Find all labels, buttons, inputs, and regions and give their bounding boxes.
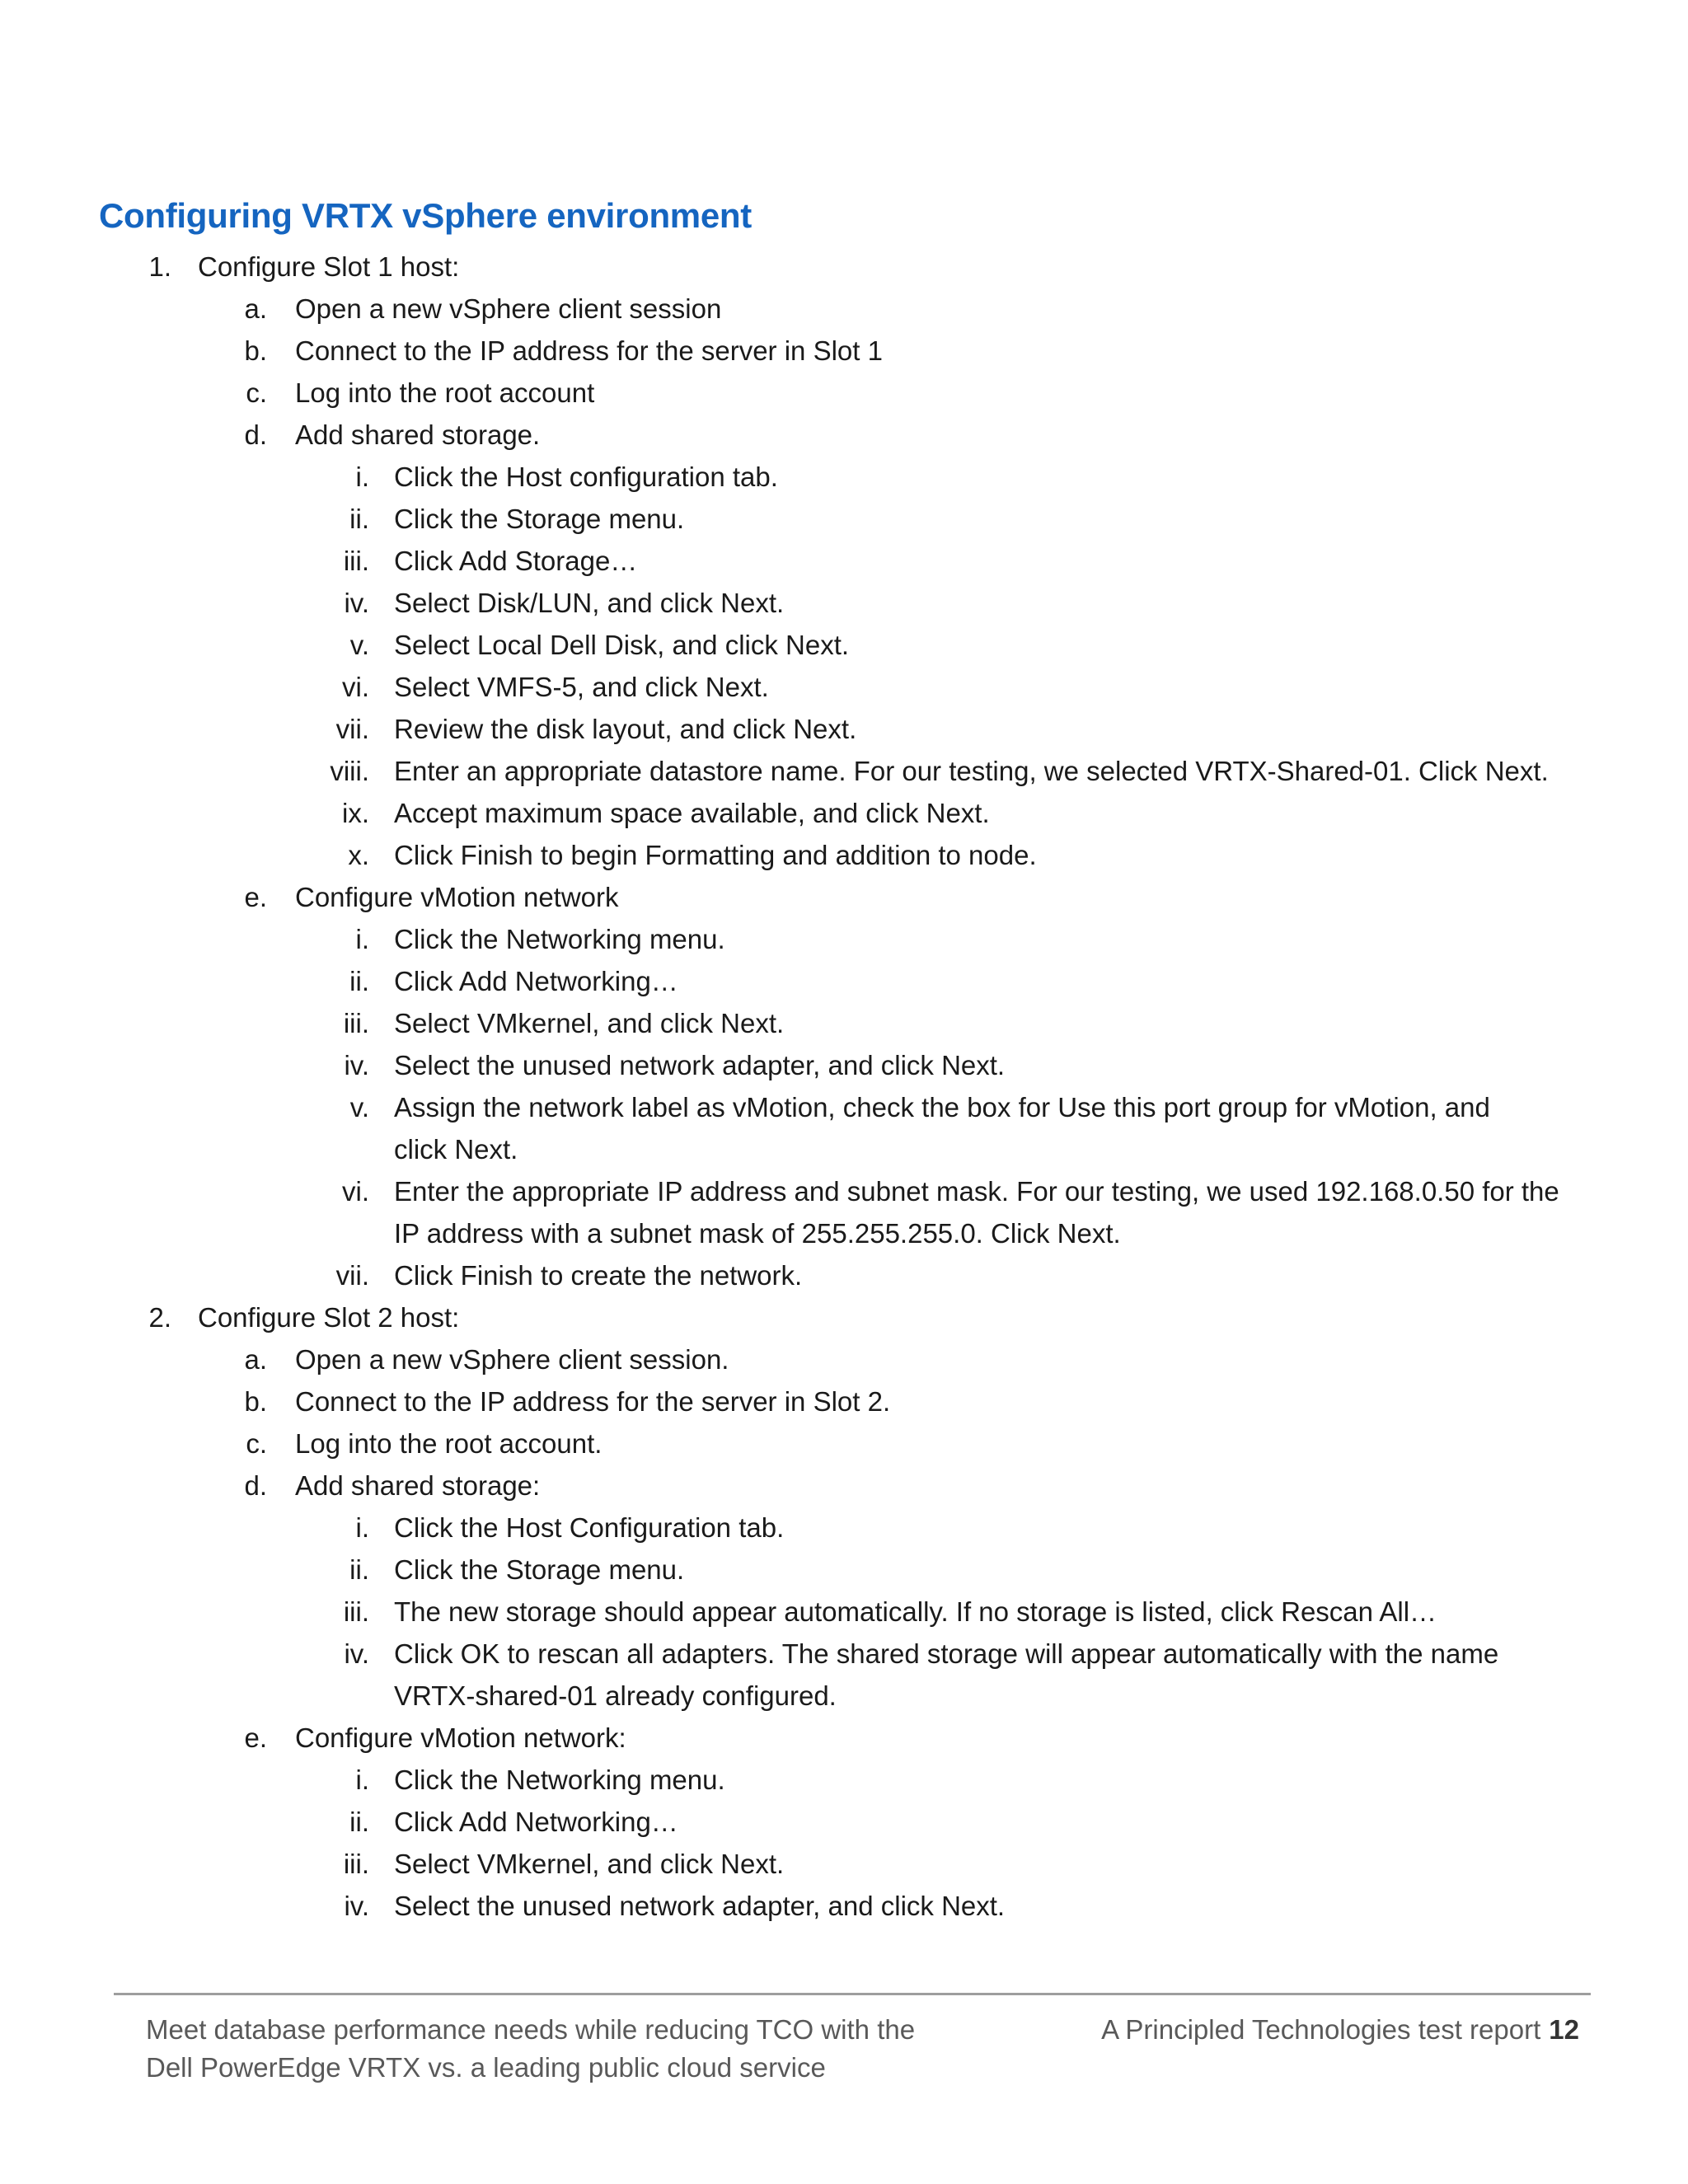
list-item-marker: ii. [349,1554,369,1585]
footer-source-text: A Principled Technologies test report [1101,2014,1541,2045]
list-item-text: IP address with a subnet mask of 255.255.255.0. Click Next. [394,1218,1121,1249]
page-number: 12 [1549,2014,1579,2045]
list-item-marker: x. [348,840,369,870]
list-item-text: click Next. [394,1134,518,1165]
list-item-text: Add shared storage. [295,419,541,450]
list-item-marker: iv. [344,1050,369,1080]
list-item-marker: vii. [335,1260,369,1291]
list-item-marker: 2. [148,1302,171,1333]
list-item-text: Click the Storage menu. [394,504,685,534]
list-item-marker: iv. [344,1638,369,1669]
list-item-marker: e. [244,882,267,912]
list-item-marker: i. [355,1765,369,1795]
list-item-marker: ii. [349,966,369,996]
list-item [0,456,1688,498]
list-item-text: Open a new vSphere client session. [295,1344,729,1375]
list-item [0,750,1688,792]
list-item-text: Click Finish to create the network. [394,1260,803,1291]
list-item [0,624,1688,666]
list-item [0,1465,1688,1507]
list-item-text: Log into the root account. [295,1428,603,1459]
list-item [0,1422,1688,1465]
section-heading: Configuring VRTX vSphere environment [99,196,752,235]
list-item-marker: a. [244,1344,267,1375]
list-item-marker: vi. [342,672,369,702]
list-item-marker: vii. [335,714,369,744]
list-item-marker: b. [244,1386,267,1417]
list-item-text: Accept maximum space available, and click Next. [394,798,990,828]
list-item [0,540,1688,582]
list-item [0,414,1688,456]
list-item-text: Click Add Networking… [394,1807,678,1837]
list-item-text: Select VMkernel, and click Next. [394,1849,785,1879]
list-item-text: Add shared storage: [295,1470,541,1501]
list-item [0,666,1688,708]
list-item-text: Log into the root account [295,377,595,408]
list-item-text: Review the disk layout, and click Next. [394,714,857,744]
list-item-marker: a. [244,293,267,324]
list-item [0,330,1688,372]
list-item [0,582,1688,624]
list-item-text: Configure Slot 1 host: [198,251,460,282]
list-item-marker: viii. [330,756,369,786]
list-item-marker: iii. [343,1596,369,1627]
list-item [0,1591,1688,1633]
list-item [0,1507,1688,1549]
list-item-marker: c. [246,1428,267,1459]
list-item-text: Enter an appropriate datastore name. For our testing, we selected VRTX-Shared-01. Click Next. [394,756,1549,786]
list-item [0,1759,1688,1801]
list-item [0,288,1688,330]
list-item [0,876,1688,918]
list-item-marker: ii. [349,1807,369,1837]
list-item [0,1380,1688,1422]
list-item-text: Click the Storage menu. [394,1554,685,1585]
footer-divider [114,1993,1591,1995]
list-item-text: Click OK to rescan all adapters. The shared storage will appear automatically with the name [394,1638,1499,1669]
list-item-marker: v. [349,1092,369,1122]
list-item-text: Click Add Networking… [394,966,678,996]
list-item [0,1549,1688,1591]
list-item-marker: d. [244,419,267,450]
list-item-marker: iv. [344,1891,369,1921]
list-item [0,1338,1688,1380]
list-item-text: The new storage should appear automatically. If no storage is listed, click Rescan All… [394,1596,1437,1627]
list-item-text: Select VMkernel, and click Next. [394,1008,785,1038]
footer-report-title [146,2011,1020,2087]
list-item [0,1128,1688,1170]
list-item-marker: iv. [344,588,369,618]
list-item [0,960,1688,1002]
list-item-text: Connect to the IP address for the server in Slot 2. [295,1386,891,1417]
list-item [0,1843,1688,1885]
list-item [0,1296,1688,1338]
list-item [0,1801,1688,1843]
list-item-text: Select the unused network adapter, and click Next. [394,1891,1006,1921]
list-item [0,1675,1688,1717]
list-item-marker: d. [244,1470,267,1501]
list-item-text: Open a new vSphere client session [295,293,722,324]
list-item-text: Click Finish to begin Formatting and addition to node. [394,840,1037,870]
list-item-marker: b. [244,335,267,366]
list-item-text: Configure vMotion network [295,882,619,912]
instruction-list [0,246,1688,1927]
list-item-text: VRTX-shared-01 already configured. [394,1680,837,1711]
list-item [0,498,1688,540]
footer-report-source [1101,2011,1579,2049]
list-item-marker: 1. [148,251,171,282]
list-item-text: Select Disk/LUN, and click Next. [394,588,785,618]
list-item [0,708,1688,750]
list-item-text: Connect to the IP address for the server in Slot 1 [295,335,883,366]
list-item-marker: e. [244,1722,267,1753]
list-item [0,1086,1688,1128]
list-item-marker: iii. [343,1849,369,1879]
list-item [0,1212,1688,1254]
list-item [0,1885,1688,1927]
list-item-text: Click the Host configuration tab. [394,462,778,492]
list-item-text: Assign the network label as vMotion, check the box for Use this port group for vMotion, and [394,1092,1490,1122]
list-item [0,1044,1688,1086]
list-item [0,246,1688,288]
list-item-marker: i. [355,924,369,954]
list-item-marker: ii. [349,504,369,534]
list-item-text: Enter the appropriate IP address and subnet mask. For our testing, we used 192.168.0.50 for the [394,1176,1559,1207]
list-item-text: Select Local Dell Disk, and click Next. [394,630,850,660]
list-item-text: Click the Networking menu. [394,924,725,954]
list-item-text: Configure vMotion network: [295,1722,626,1753]
list-item-text: Click the Host Configuration tab. [394,1512,785,1543]
list-item-text: Select VMFS-5, and click Next. [394,672,769,702]
list-item-marker: i. [355,462,369,492]
list-item [0,1170,1688,1212]
list-item [0,834,1688,876]
list-item-text: Select the unused network adapter, and click Next. [394,1050,1006,1080]
footer-title-line-2: Dell PowerEdge VRTX vs. a leading public cloud service [146,2052,826,2083]
list-item [0,1717,1688,1759]
list-item [0,792,1688,834]
list-item [0,372,1688,414]
list-item-marker: iii. [343,1008,369,1038]
list-item-marker: vi. [342,1176,369,1207]
list-item-text: Click the Networking menu. [394,1765,725,1795]
footer-title-line-1: Meet database performance needs while reducing TCO with the [146,2014,916,2045]
list-item [0,1254,1688,1296]
list-item [0,1002,1688,1044]
list-item [0,918,1688,960]
list-item-marker: iii. [343,546,369,576]
list-item-marker: v. [349,630,369,660]
list-item-marker: i. [355,1512,369,1543]
list-item-text: Click Add Storage… [394,546,638,576]
list-item-text: Configure Slot 2 host: [198,1302,460,1333]
list-item-marker: c. [246,377,267,408]
list-item [0,1633,1688,1675]
list-item-marker: ix. [342,798,369,828]
